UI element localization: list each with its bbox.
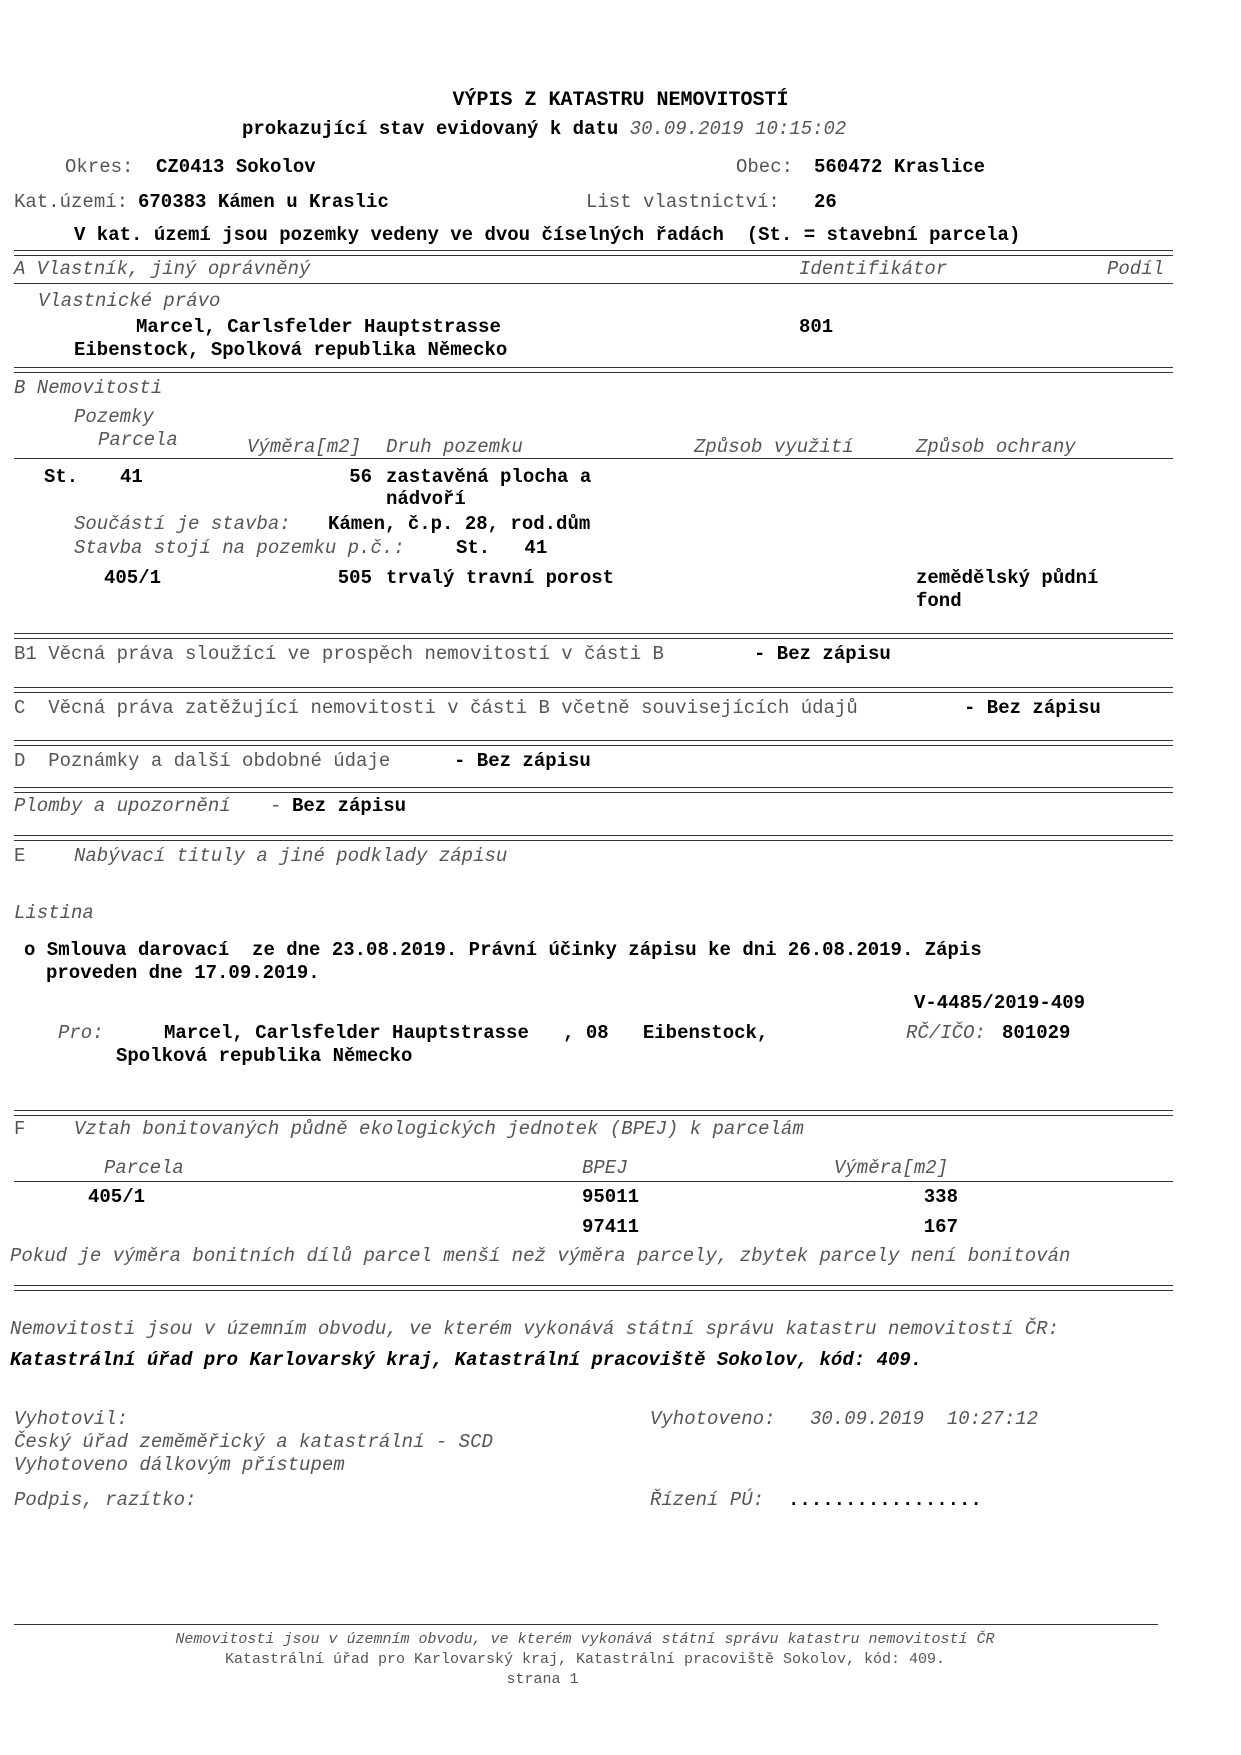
divider xyxy=(14,1110,1173,1116)
row1-vymera: 56 xyxy=(349,466,372,488)
owner-line1: Marcel, Carlsfelder Hauptstrasse xyxy=(136,316,501,338)
divider xyxy=(14,250,1173,256)
section-f-heading: Vztah bonitovaných půdně ekologických jednotek (BPEJ) k parcelám xyxy=(74,1118,804,1140)
stoji-label: Stavba stojí na pozemku p.č.: xyxy=(74,537,405,559)
stavba-value: Kámen, č.p. 28, rod.dům xyxy=(328,513,591,535)
section-a-heading: A Vlastník, jiný oprávněný xyxy=(14,258,311,280)
section-c-value: - Bez zápisu xyxy=(964,697,1101,719)
vyhotoveno-value: 30.09.2019 10:27:12 xyxy=(810,1408,1039,1430)
f-col-parcela: Parcela xyxy=(104,1157,184,1179)
plomby-value: Bez zápisu xyxy=(292,795,407,817)
f-row-parcela: 405/1 xyxy=(88,1186,146,1208)
vyhotovil-line1: Český úřad zeměměřický a katastrální - SCD xyxy=(14,1431,493,1453)
vyhotovil-label: Vyhotovil: xyxy=(14,1408,129,1430)
divider xyxy=(14,835,1173,841)
footer-divider xyxy=(14,1624,1158,1625)
okres-label: Okres: xyxy=(65,156,134,178)
pro-line1: Marcel, Carlsfelder Hauptstrasse , 08 Eibenstock, xyxy=(164,1022,769,1044)
section-d-label: D Poznámky a další obdobné údaje xyxy=(14,750,391,772)
col-ochrany: Způsob ochrany xyxy=(916,436,1076,458)
vyhotoveno-label: Vyhotoveno: xyxy=(650,1408,776,1430)
bpej-note: Pokud je výměra bonitních dílů parcel menší než výměra parcely, zbytek parcely není bonitován xyxy=(10,1245,1071,1267)
section-e-heading: Nabývací tituly a jiné podklady zápisu xyxy=(74,845,508,867)
divider xyxy=(14,458,1173,459)
row2-vymera: 505 xyxy=(337,567,372,589)
section-d-value: - Bez zápisu xyxy=(454,750,591,772)
divider xyxy=(14,1285,1173,1291)
divider xyxy=(14,740,1173,746)
obec-value: 560472 Kraslice xyxy=(814,156,986,178)
kat-value: 670383 Kámen u Kraslic xyxy=(138,191,389,213)
rizeni-label: Řízení PÚ: xyxy=(650,1489,765,1511)
row1-druh-line2: nádvoří xyxy=(386,488,466,510)
rizeni-value: ................. xyxy=(788,1489,982,1511)
plomby-dash: - xyxy=(270,795,282,817)
footer-line2: Katastrální úřad pro Karlovarský kraj, Katastrální pracoviště Sokolov, kód: 409. xyxy=(224,1651,946,1668)
listina-ref: V-4485/2019-409 xyxy=(914,992,1086,1014)
stavba-label: Součástí je stavba: xyxy=(74,513,291,535)
divider xyxy=(14,633,1173,639)
list-label: List vlastnictví: xyxy=(586,191,780,213)
page-number: strana 1 xyxy=(506,1671,579,1688)
list-value: 26 xyxy=(814,191,837,213)
col-vyuziti: Způsob využití xyxy=(694,436,854,458)
owner-id: 801 xyxy=(799,316,834,338)
f-col-vymera: Výměra[m2] xyxy=(834,1157,949,1179)
col-parcela: Parcela xyxy=(98,429,178,451)
right-type: Vlastnické právo xyxy=(38,290,221,312)
row2-ochrana-line1: zemědělský půdní xyxy=(916,567,1099,589)
listina-item-line1: o Smlouva darovací ze dne 23.08.2019. Právní účinky zápisu ke dni 26.08.2019. Zápis xyxy=(24,939,982,961)
col-podil: Podíl xyxy=(1107,258,1165,280)
office-line2: Katastrální úřad pro Karlovarský kraj, Katastrální pracoviště Sokolov, kód: 409. xyxy=(10,1349,923,1371)
section-b1-value: - Bez zápisu xyxy=(754,643,891,665)
row1-parcela: 41 xyxy=(120,466,143,488)
divider xyxy=(14,787,1173,793)
f-row-bpej: 95011 xyxy=(582,1186,640,1208)
okres-value: CZ0413 Sokolov xyxy=(156,156,316,178)
listina-label: Listina xyxy=(14,902,94,924)
vyhotovil-line2: Vyhotoveno dálkovým přístupem xyxy=(14,1454,345,1476)
subtitle-prefix: prokazující stav evidovaný k datu xyxy=(242,118,619,140)
divider xyxy=(14,367,1173,373)
office-line1: Nemovitosti jsou v územním obvodu, ve kterém vykonává státní správu katastru nemovitostí ČR: xyxy=(10,1318,1059,1340)
footer-line1: Nemovitosti jsou v územním obvodu, ve kterém vykonává státní správu katastru nemovitostí ČR xyxy=(175,1631,995,1648)
sub-heading-pozemky: Pozemky xyxy=(74,406,154,428)
rc-value: 801029 xyxy=(1002,1022,1071,1044)
listina-item-line2: proveden dne 17.09.2019. xyxy=(46,962,320,984)
rc-label: RČ/IČO: xyxy=(906,1022,986,1044)
row1-prefix: St. xyxy=(44,466,79,488)
section-b-heading: B Nemovitosti xyxy=(14,377,163,399)
col-identifikator: Identifikátor xyxy=(799,258,948,280)
pro-line2: Spolková republika Německo xyxy=(116,1045,413,1067)
section-f-letter: F xyxy=(14,1118,26,1140)
section-b1-label: B1 Věcná práva sloužící ve prospěch nemovitostí v části B xyxy=(14,643,664,665)
divider xyxy=(14,1181,1173,1182)
col-druh: Druh pozemku xyxy=(386,436,523,458)
row2-parcela: 405/1 xyxy=(104,567,162,589)
row2-druh: trvalý travní porost xyxy=(386,567,615,589)
section-c-label: C Věcná práva zatěžující nemovitosti v části B včetně souvisejících údajů xyxy=(14,697,858,719)
section-e-letter: E xyxy=(14,845,26,867)
divider xyxy=(14,687,1173,693)
owner-line2: Eibenstock, Spolková republika Německo xyxy=(74,339,508,361)
parcel-series-note: V kat. území jsou pozemky vedeny ve dvou číselných řadách (St. = stavební parcela) xyxy=(74,224,1021,246)
f-row-vymera: 167 xyxy=(923,1216,958,1238)
page-title: VÝPIS Z KATASTRU NEMOVITOSTÍ xyxy=(452,89,789,112)
row2-ochrana-line2: fond xyxy=(916,590,962,612)
kat-label: Kat.území: xyxy=(14,191,129,213)
stoji-value: St. 41 xyxy=(456,537,548,559)
subtitle xyxy=(242,118,846,141)
f-row-vymera: 338 xyxy=(923,1186,958,1208)
divider xyxy=(14,283,1173,284)
obec-label: Obec: xyxy=(736,156,794,178)
f-row-bpej: 97411 xyxy=(582,1216,640,1238)
row1-druh-line1: zastavěná plocha a xyxy=(386,466,592,488)
subtitle-date: 30.09.2019 10:15:02 xyxy=(629,118,847,140)
plomby-label: Plomby a upozornění xyxy=(14,795,231,817)
col-vymera: Výměra[m2] xyxy=(247,436,362,458)
pro-label: Pro: xyxy=(58,1022,104,1044)
f-col-bpej: BPEJ xyxy=(582,1157,628,1179)
podpis-label: Podpis, razítko: xyxy=(14,1489,197,1511)
